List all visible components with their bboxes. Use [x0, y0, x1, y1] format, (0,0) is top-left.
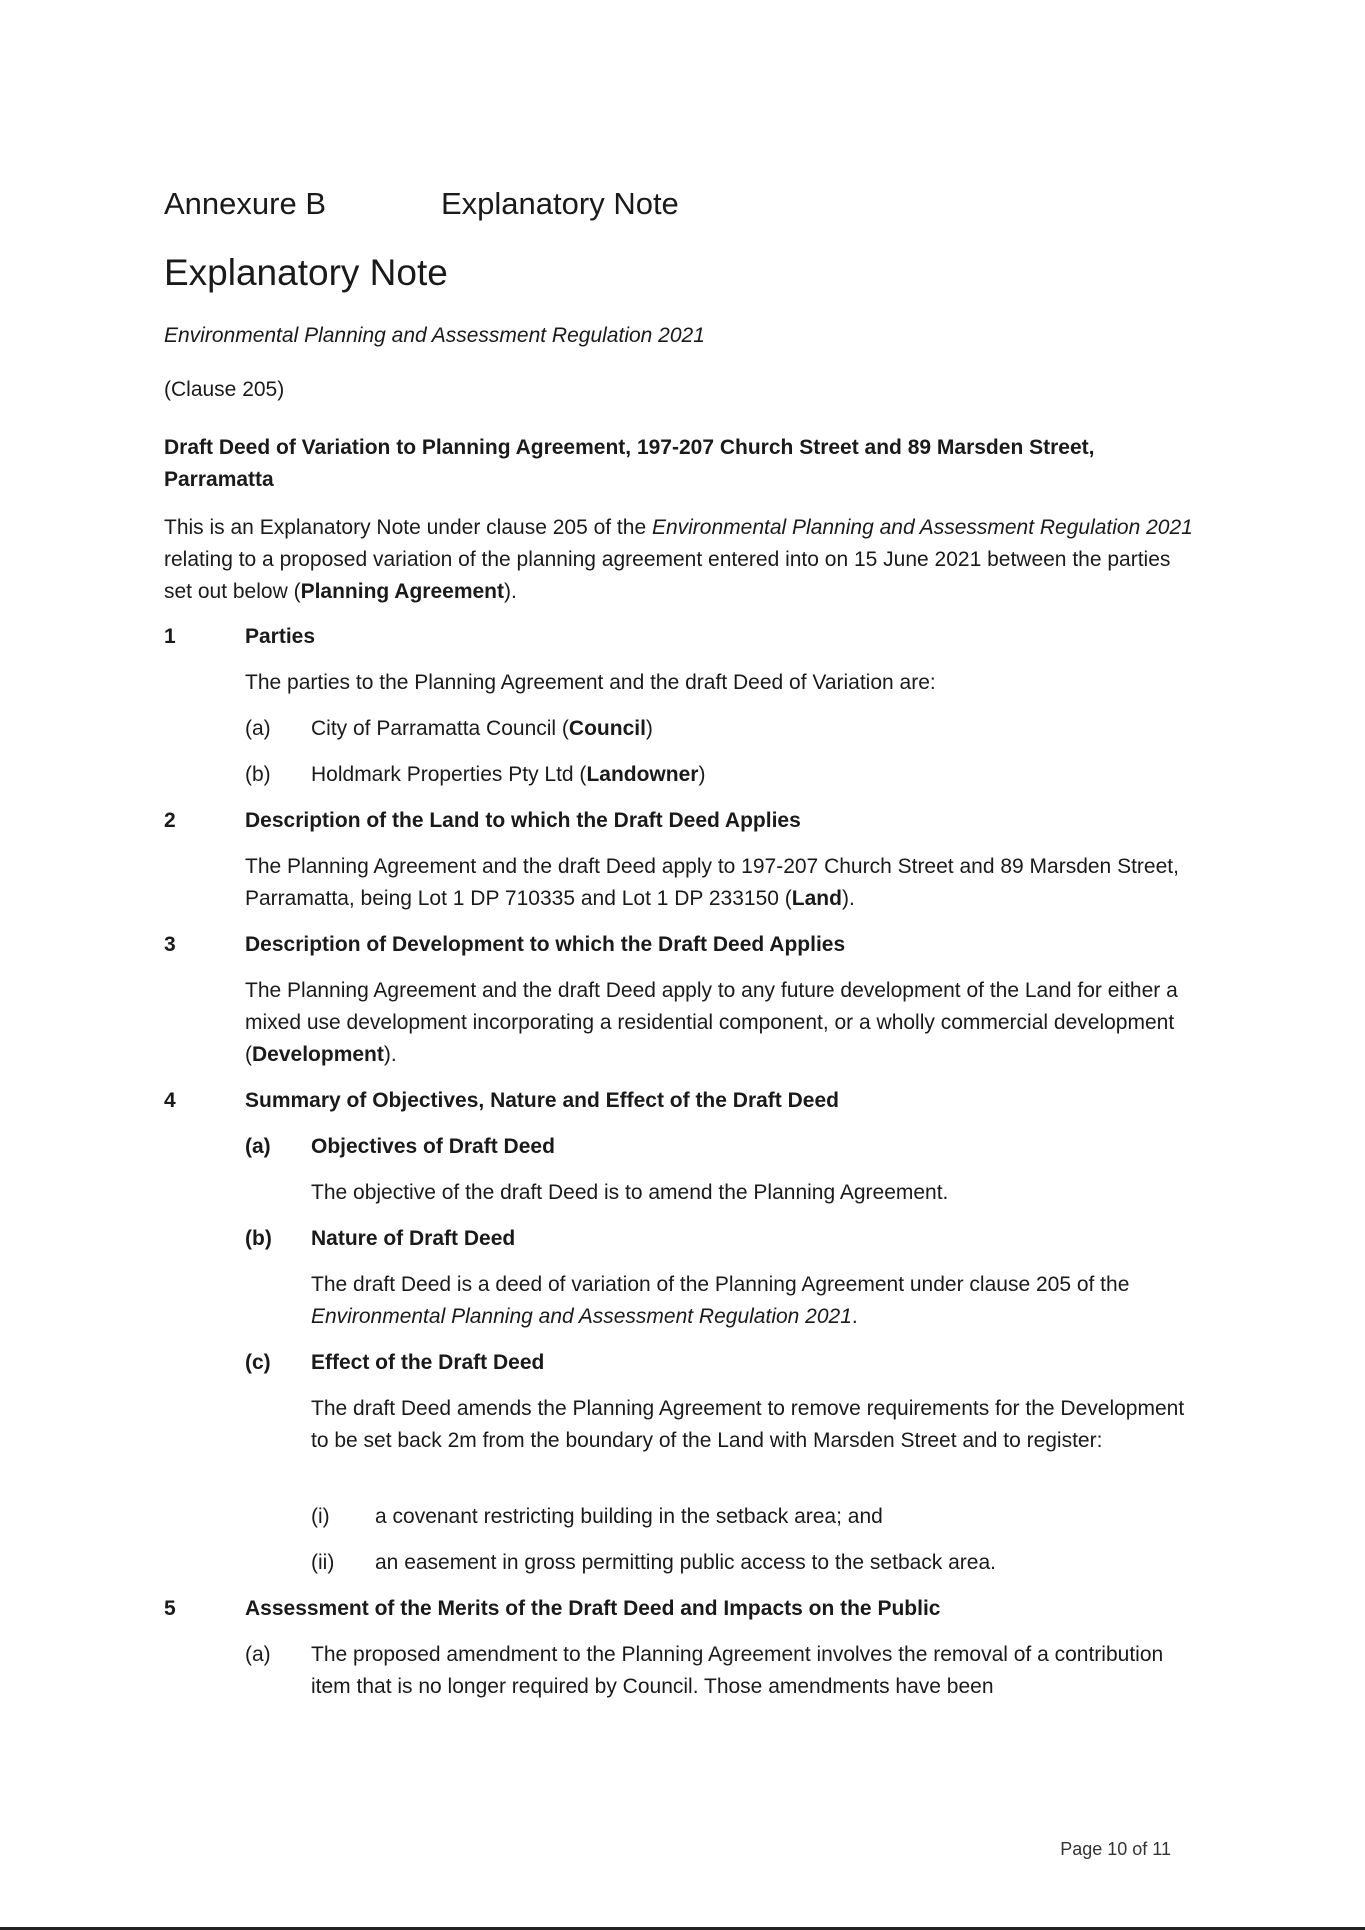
- page-title: Explanatory Note: [164, 252, 448, 293]
- section-3-text: The Planning Agreement and the draft Deed apply to any future development of the Land for either a mixed use development incorporating a residential component, or a wholly commercial development (Development).: [245, 979, 1178, 1066]
- section-4c-item-label: (i): [311, 1505, 330, 1528]
- section-5-number: 5: [164, 1597, 176, 1620]
- section-4b-label: (b): [245, 1227, 272, 1250]
- section-1-item-text: City of Parramatta Council (Council): [311, 717, 653, 740]
- section-4c-item-text: an easement in gross permitting public access to the setback area.: [375, 1551, 996, 1574]
- section-1-number: 1: [164, 625, 176, 648]
- section-4c-item-text: a covenant restricting building in the setback area; and: [375, 1505, 883, 1528]
- section-4c-text: The draft Deed amends the Planning Agreement to remove requirements for the Development to be set back 2m from the boundary of the Land with Marsden Street and to register:: [311, 1397, 1185, 1452]
- deed-title: Draft Deed of Variation to Planning Agreement, 197-207 Church Street and 89 Marsden Street, Parramatta: [164, 436, 1095, 491]
- section-2-heading: Description of the Land to which the Draft Deed Applies: [245, 809, 801, 832]
- section-1-text: The parties to the Planning Agreement and the draft Deed of Variation are:: [245, 671, 936, 694]
- regulation-name: Environmental Planning and Assessment Regulation 2021: [164, 324, 705, 347]
- section-1-item-label: (b): [245, 763, 271, 786]
- section-3-number: 3: [164, 933, 176, 956]
- section-4a-text: The objective of the draft Deed is to amend the Planning Agreement.: [311, 1181, 949, 1204]
- section-4c-item-label: (ii): [311, 1551, 335, 1574]
- header-section-title: Explanatory Note: [441, 186, 679, 221]
- section-4a-heading: Objectives of Draft Deed: [311, 1135, 555, 1158]
- section-2-number: 2: [164, 809, 176, 832]
- section-4c-heading: Effect of the Draft Deed: [311, 1351, 545, 1374]
- section-4-number: 4: [164, 1089, 176, 1112]
- intro-paragraph: This is an Explanatory Note under clause 205 of the Environmental Planning and Assessment Regulation 2021 relating to a proposed variation of the planning agreement entered into on 15 June 2021 between the parties set out below (Planning Agreement).: [164, 516, 1193, 603]
- annexure-label: Annexure B: [164, 186, 326, 221]
- section-3-heading: Description of Development to which the Draft Deed Applies: [245, 933, 846, 956]
- section-5a-label: (a): [245, 1643, 271, 1666]
- section-4b-text: The draft Deed is a deed of variation of the Planning Agreement under clause 205 of the Environmental Planning and Assessment Regulation 2021.: [311, 1273, 1130, 1328]
- section-1-item-text: Holdmark Properties Pty Ltd (Landowner): [311, 763, 706, 786]
- section-4-heading: Summary of Objectives, Nature and Effect of the Draft Deed: [245, 1089, 839, 1112]
- section-4b-heading: Nature of Draft Deed: [311, 1227, 516, 1250]
- section-5a-text: The proposed amendment to the Planning Agreement involves the removal of a contribution item that is no longer required by Council. Those amendments have been: [311, 1643, 1164, 1698]
- section-1-item-label: (a): [245, 717, 271, 740]
- section-2-text: The Planning Agreement and the draft Deed apply to 197-207 Church Street and 89 Marsden Street, Parramatta, being Lot 1 DP 710335 and Lot 1 DP 233150 (Land).: [245, 855, 1179, 910]
- section-5-heading: Assessment of the Merits of the Draft Deed and Impacts on the Public: [245, 1597, 941, 1620]
- section-1-heading: Parties: [245, 625, 316, 648]
- section-4c-label: (c): [245, 1351, 271, 1374]
- page-number: Page 10 of 11: [1060, 1839, 1171, 1859]
- clause-reference: (Clause 205): [164, 378, 285, 401]
- section-4a-label: (a): [245, 1135, 271, 1158]
